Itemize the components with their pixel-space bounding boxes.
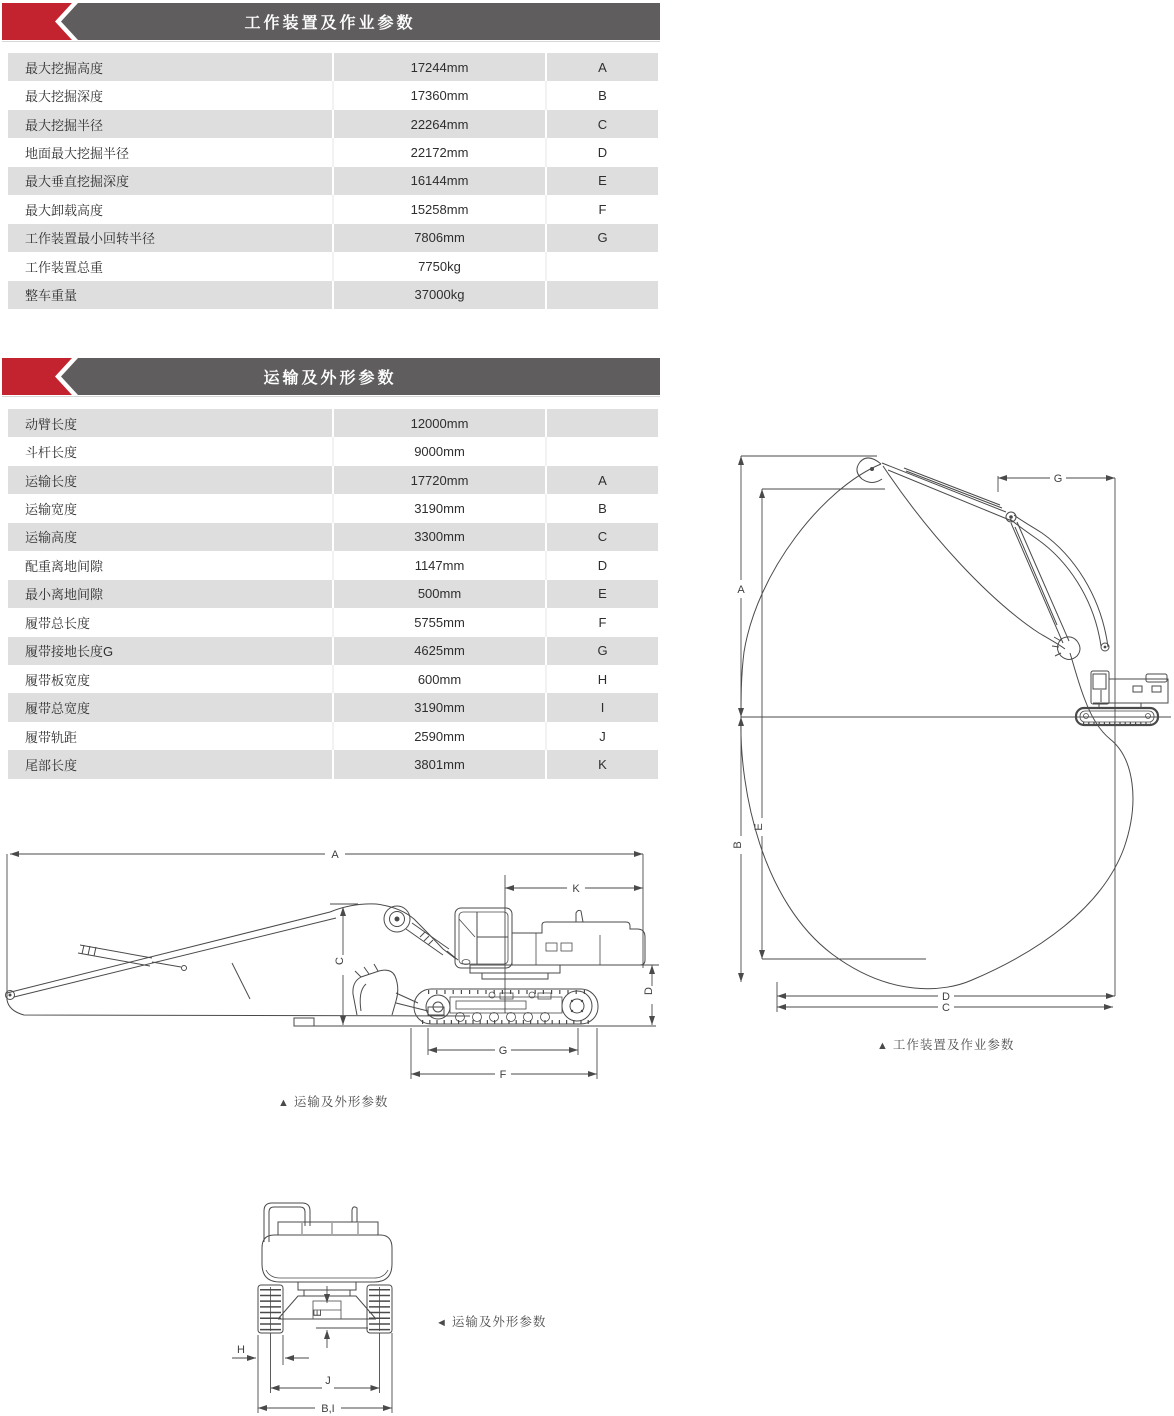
row-label: 履带板宽度 xyxy=(25,672,91,688)
dim-label-j: J xyxy=(325,1375,331,1387)
dim-label-a: A xyxy=(331,849,339,861)
table-row xyxy=(8,551,658,579)
dim-label-h: H xyxy=(237,1344,245,1356)
row-label: 配重离地间隙 xyxy=(25,558,104,574)
row-label: 动臂长度 xyxy=(25,416,78,432)
transport-parameters-table xyxy=(8,409,658,779)
rear-dim-labels xyxy=(237,1309,335,1415)
table-row xyxy=(8,608,658,636)
table-row xyxy=(8,110,658,138)
row-key: B xyxy=(545,81,658,109)
table-row xyxy=(8,693,658,721)
row-label: 最大垂直挖掘深度 xyxy=(25,174,130,190)
row-label: 履带轨距 xyxy=(25,729,78,745)
row-label: 工作装置最小回转半径 xyxy=(25,231,156,247)
row-key: F xyxy=(545,608,658,636)
working-range-diagram xyxy=(705,440,1174,1030)
row-value: 12000mm xyxy=(332,409,545,437)
row-value: 17360mm xyxy=(332,81,545,109)
triangle-left-icon: ◄ xyxy=(436,1317,448,1329)
section2-header xyxy=(0,358,660,395)
row-key: J xyxy=(545,722,658,750)
table-row xyxy=(8,138,658,166)
side-view-caption: ▲ 运输及外形参数 xyxy=(278,1095,389,1109)
dim-label-f: F xyxy=(499,1069,507,1081)
row-key: K xyxy=(545,750,658,778)
row-key: G xyxy=(545,224,658,252)
row-value: 1147mm xyxy=(332,551,545,579)
row-value: 15258mm xyxy=(332,195,545,223)
table-row xyxy=(8,580,658,608)
dim-label-d: D xyxy=(643,987,655,995)
row-value: 500mm xyxy=(332,580,545,608)
table-row xyxy=(8,523,658,551)
row-key xyxy=(545,252,658,280)
table-row xyxy=(8,195,658,223)
table-row xyxy=(8,437,658,465)
range-envelope-and-machine xyxy=(741,458,1168,989)
rear-excavator-drawing xyxy=(258,1203,392,1333)
dim-label-g: G xyxy=(1053,473,1063,485)
row-key: D xyxy=(545,551,658,579)
side-view-diagram xyxy=(0,845,660,1085)
table-row xyxy=(8,466,658,494)
row-key xyxy=(545,281,658,309)
row-label: 最大挖掘深度 xyxy=(25,89,104,105)
row-value: 7750kg xyxy=(332,252,545,280)
table-row xyxy=(8,750,658,778)
section1-header xyxy=(0,3,660,40)
row-key: H xyxy=(545,665,658,693)
dim-label-a: A xyxy=(737,584,745,596)
row-label: 运输高度 xyxy=(25,530,78,546)
row-label: 运输宽度 xyxy=(25,502,78,518)
dim-label-b: B xyxy=(732,841,744,849)
row-label: 履带总长度 xyxy=(25,615,91,631)
row-value: 16144mm xyxy=(332,167,545,195)
row-key: A xyxy=(545,53,658,81)
row-value: 5755mm xyxy=(332,608,545,636)
row-value: 22172mm xyxy=(332,138,545,166)
row-label: 最大卸载高度 xyxy=(25,202,104,218)
table-row xyxy=(8,409,658,437)
rear-dimension-lines xyxy=(232,1286,392,1413)
row-label: 最大挖掘半径 xyxy=(25,117,104,133)
row-label: 尾部长度 xyxy=(25,757,78,773)
row-key: A xyxy=(545,466,658,494)
dim-label-e: E xyxy=(312,1309,324,1317)
dim-label-g: G xyxy=(498,1045,508,1057)
row-value: 2590mm xyxy=(332,722,545,750)
table-row xyxy=(8,81,658,109)
row-key: B xyxy=(545,494,658,522)
row-value: 17244mm xyxy=(332,53,545,81)
table-row xyxy=(8,637,658,665)
table-row xyxy=(8,167,658,195)
section1-title: 工作装置及作业参数 xyxy=(244,15,416,32)
side-dimension-lines xyxy=(7,854,659,1079)
row-key: E xyxy=(545,167,658,195)
rear-view-caption: ◄ 运输及外形参数 xyxy=(436,1315,547,1329)
dim-label-k: K xyxy=(572,883,580,895)
table-row xyxy=(8,494,658,522)
row-label: 最小离地间隙 xyxy=(25,587,104,603)
row-value: 3300mm xyxy=(332,523,545,551)
row-key: E xyxy=(545,580,658,608)
dim-label-d: D xyxy=(942,991,950,1003)
row-label: 最大挖掘高度 xyxy=(25,60,104,76)
dim-label-bi: B,I xyxy=(321,1403,335,1415)
row-label: 运输长度 xyxy=(25,473,78,489)
table-row xyxy=(8,252,658,280)
row-key xyxy=(545,409,658,437)
triangle-up-icon: ▲ xyxy=(278,1097,290,1109)
dim-label-c: C xyxy=(334,957,346,965)
row-label: 工作装置总重 xyxy=(25,259,104,275)
working-range-caption: ▲ 工作装置及作业参数 xyxy=(877,1038,1015,1052)
row-value: 7806mm xyxy=(332,224,545,252)
range-dim-labels xyxy=(732,473,1062,1014)
row-key: D xyxy=(545,138,658,166)
row-label: 斗杆长度 xyxy=(25,445,78,461)
row-value: 600mm xyxy=(332,665,545,693)
table-row xyxy=(8,281,658,309)
row-key: C xyxy=(545,110,658,138)
row-value: 3801mm xyxy=(332,750,545,778)
row-value: 37000kg xyxy=(332,281,545,309)
row-label: 履带接地长度G xyxy=(25,644,114,660)
row-key xyxy=(545,437,658,465)
row-value: 4625mm xyxy=(332,637,545,665)
row-key: F xyxy=(545,195,658,223)
row-value: 3190mm xyxy=(332,494,545,522)
rear-view-diagram xyxy=(210,1190,460,1416)
working-parameters-table xyxy=(8,53,658,309)
dim-label-c: C xyxy=(942,1002,950,1014)
row-key: I xyxy=(545,693,658,721)
table-row xyxy=(8,53,658,81)
table-row xyxy=(8,665,658,693)
row-label: 地面最大挖掘半径 xyxy=(25,146,130,162)
row-key: G xyxy=(545,637,658,665)
row-value: 22264mm xyxy=(332,110,545,138)
row-value: 9000mm xyxy=(332,437,545,465)
table-row xyxy=(8,722,658,750)
row-label: 整车重量 xyxy=(25,288,78,304)
section2-title: 运输及外形参数 xyxy=(263,370,397,387)
row-value: 3190mm xyxy=(332,693,545,721)
row-label: 履带总宽度 xyxy=(25,701,91,717)
dim-label-e: E xyxy=(753,823,765,831)
table-row xyxy=(8,224,658,252)
row-value: 17720mm xyxy=(332,466,545,494)
row-key: C xyxy=(545,523,658,551)
triangle-up-icon: ▲ xyxy=(877,1040,889,1052)
side-excavator-drawing xyxy=(6,904,657,1026)
